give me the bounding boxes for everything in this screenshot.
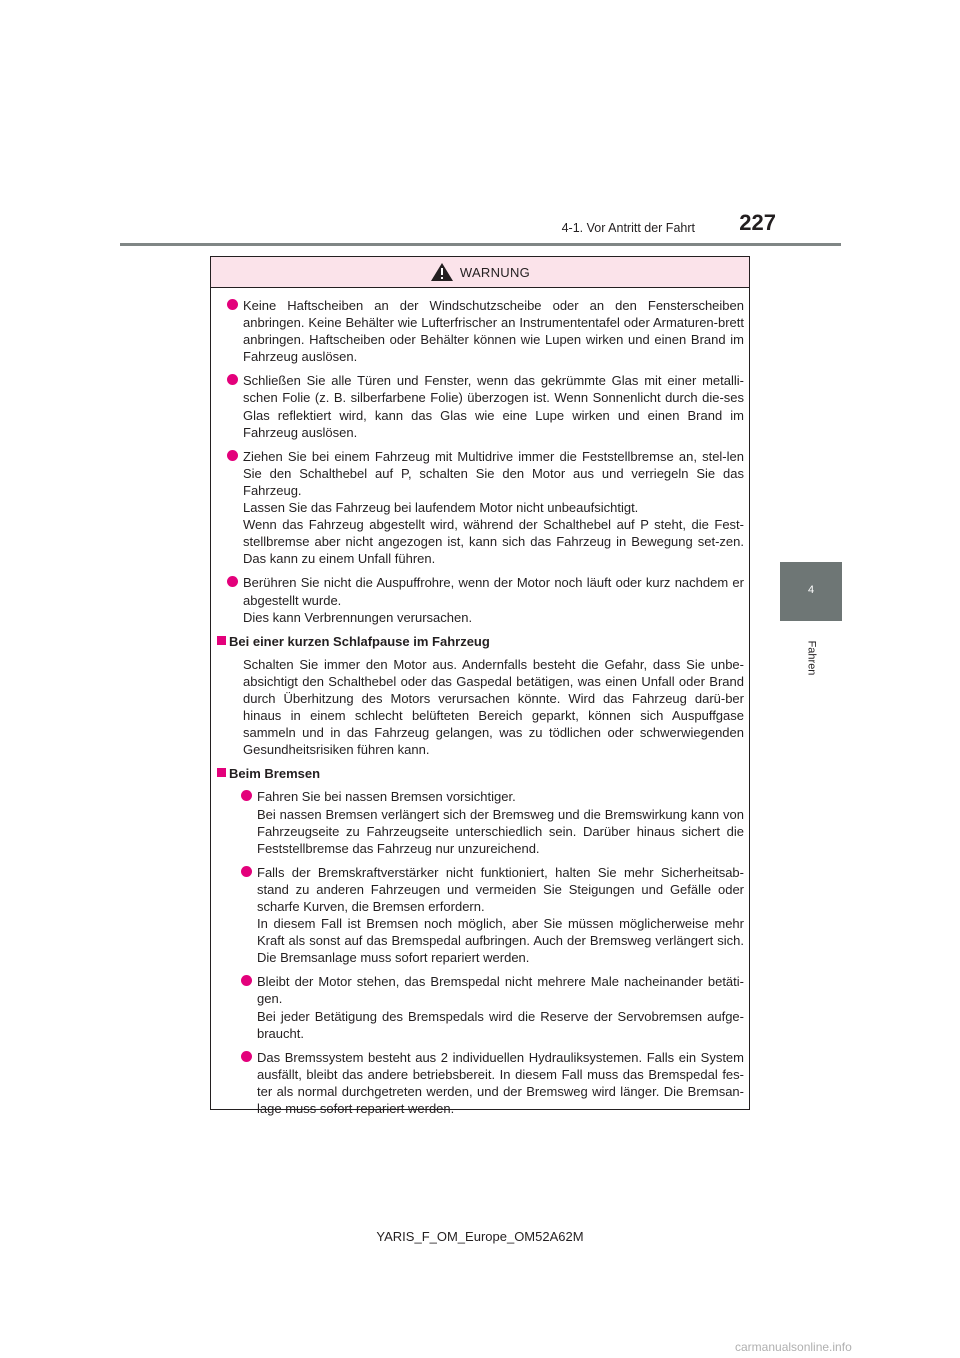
bullet-text: Bleibt der Motor stehen, das Bremspedal nicht mehrere Male nacheinander betäti-gen. [257,974,744,1007]
section-square-icon [217,636,226,645]
brake-bullet [231,973,744,1041]
bullet-text: Keine Haftscheiben an der Windschutzscheibe oder an den Fensterscheiben anbringen. Keine Behälter wie Lufterfrischer an Instrumententafel oder Armaturen-brett anbringen. Haftscheiben oder Behälter können wie Lupen wirken und einen Brand im Fahrzeug auslösen. [243,298,744,365]
section-heading-text: Beim Bremsen [229,766,321,782]
bullet-text: Falls der Bremskraftverstärker nicht funktioniert, halten Sie mehr Sicherheitsab-stand zu anderen Fahrzeugen und vermeiden Sie Steigungen und Gefälle oder scharfe Kurven, die Bremsen erfordern. [257,864,744,914]
header-section-title: 4-1. Vor Antritt der Fahrt [561,221,695,235]
bullet-dot-icon [227,299,238,310]
warning-box [210,256,750,1117]
bullet-dot-icon [241,1051,252,1062]
brake-bullet [231,864,744,967]
warning-header [211,257,749,288]
bullet-text: Bei nassen Bremsen verlängert sich der Bremsweg und die Bremswirkung kann von Fahrzeugseite zu Fahrzeugseite unterschiedlich sein. Darüber hinaus sichert die Feststellbremse das Fahrzeug nur unzureichend. [257,806,744,856]
bullet-text: Dies kann Verbrennungen verursachen. [243,609,473,625]
brake-bullet [231,1049,744,1117]
bullet-text: Bei jeder Betätigung des Bremspedals wird die Reserve der Servobremsen aufge-braucht. [257,1008,744,1041]
bullet-text: In diesem Fall ist Bremsen noch möglich, aber Sie müssen möglicherweise mehr Kraft als sonst auf das Bremspedal aufbringen. Auch der Bremsweg verlängert sich. Die Bremsanlage muss sofort repariert werden. [257,916,744,966]
chapter-tab [780,562,842,621]
bullet-dot-icon [241,866,252,877]
watermark: carmanualsonline.info [735,1340,852,1354]
warning-bullet [217,574,744,625]
warning-bullet [217,372,744,440]
chapter-title: Fahren [804,640,817,676]
section-square-icon [217,768,226,777]
bullet-text: Lassen Sie das Fahrzeug bei laufendem Motor nicht unbeaufsichtigt. [243,500,639,516]
section-heading-text: Bei einer kurzen Schlafpause im Fahrzeug [229,633,490,649]
bullet-dot-icon [241,790,252,801]
bullet-text: Wenn das Fahrzeug abgestellt wird, während der Schalthebel auf P steht, die Fest-stellbremse aber nicht angezogen ist, kann sich das Fahrzeug in Bewegung set-zen. Das kann zu einem Unfall führen. [243,517,744,567]
section-text: Schalten Sie immer den Motor aus. Andernfalls besteht die Gefahr, dass Sie unbe-absichtigt den Schalthebel oder das Gaspedal betätigen, was einen Unfall oder Brand durch Überhitzung des Motors verursachen könnte. Wird das Fahrzeug darü-ber hinaus in einem schlecht belüfteten Bereich geparkt, können sich Auspuffgase sammeln und in das Fahrzeug gelangen, was zu tödlichen oder schwerwiegenden Gesundheitsrisiken führen kann. [243,656,744,758]
bullet-text: Schließen Sie alle Türen und Fenster, wenn das gekrümmte Glas mit einer metalli-schen Folie (z. B. silberfarbene Folie) überzogen ist. Wenn Sonnenlicht durch die-ses Glas reflektiert wird, kann das Glas wie eine Lupe wirken und einen Brand im Fahrzeug auslösen. [243,373,744,440]
chapter-side-label [780,628,842,688]
bullet-dot-icon [227,374,238,385]
section-heading [217,633,744,650]
warning-title: WARNUNG [459,264,531,280]
brake-bullet [231,788,744,856]
warning-bullet [217,448,744,568]
bullet-text: Ziehen Sie bei einem Fahrzeug mit Multidrive immer die Feststellbremse an, stel-len Sie den Schalthebel auf P, schalten Sie den Motor aus und verriegeln Sie das Fahrzeug. [243,448,744,498]
bullet-text: Fahren Sie bei nassen Bremsen vorsichtiger. [257,789,516,805]
warning-triangle-icon [430,262,454,282]
bullet-dot-icon [227,450,238,461]
header-divider [120,243,841,246]
bullet-text: Das Bremssystem besteht aus 2 individuellen Hydrauliksystemen. Falls ein System ausfällt, bleibt das andere betriebsbereit. In diesem Fall muss das Bremspedal fes-ter als normal durchgetreten werden, und der Bremsweg wird länger. Die Bremsan-lage muss sofort repariert werden. [257,1049,744,1117]
warning-body [217,297,744,1124]
warning-bullet [217,297,744,365]
bullet-dot-icon [227,576,238,587]
bullet-dot-icon [241,975,252,986]
footer-document-code: YARIS_F_OM_Europe_OM52A62M [376,1229,584,1244]
bullet-text: Berühren Sie nicht die Auspuffrohre, wenn der Motor noch läuft oder kurz nachdem er abgestellt wurde. [243,575,744,608]
page-number: 227 [739,210,776,235]
section-heading [217,765,744,782]
chapter-number: 4 [807,584,815,596]
